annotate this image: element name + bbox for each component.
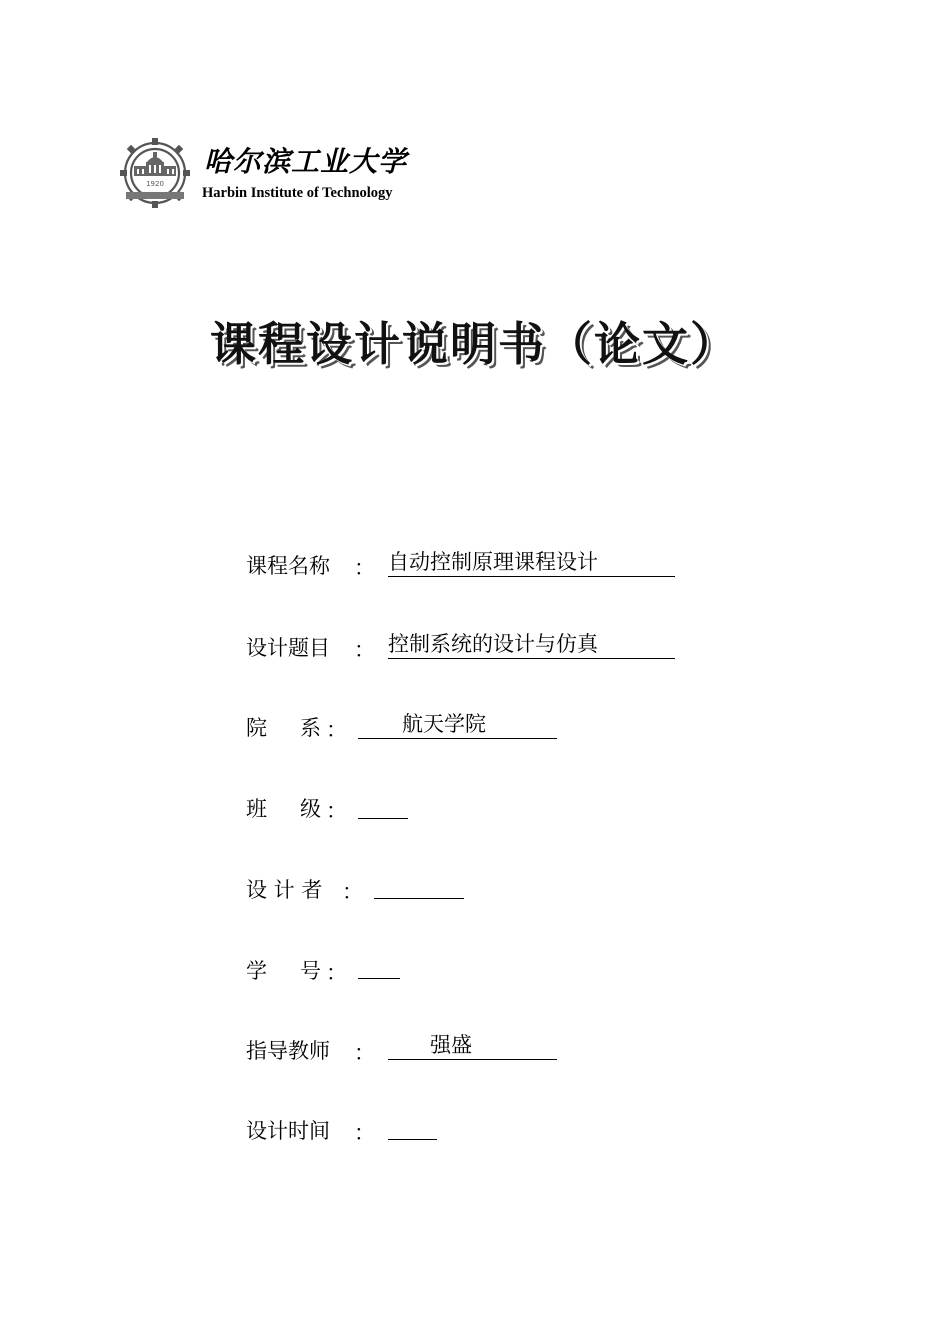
advisor-colon: ： xyxy=(354,1041,375,1065)
design-topic-value: 控制系统的设计与仿真 xyxy=(388,630,675,659)
design-topic-label: 设计题目 xyxy=(246,636,330,660)
student-id-colon: ： xyxy=(326,961,347,985)
department-colon: ： xyxy=(326,718,347,742)
department-label: 院 系 xyxy=(246,716,327,740)
course-name-label: 课程名称 xyxy=(246,554,330,578)
course-name-value: 自动控制原理课程设计 xyxy=(388,548,675,577)
student-id-label: 学 号 xyxy=(246,959,327,983)
class-value xyxy=(358,817,408,819)
course-name-colon: ： xyxy=(354,556,375,580)
university-name-cn: 哈尔滨工业大学 xyxy=(204,145,408,178)
university-name-en: Harbin Institute of Technology xyxy=(202,185,393,201)
design-topic-colon: ： xyxy=(354,638,375,662)
document-title: 课程设计说明书（论文） xyxy=(210,317,738,371)
designer-label: 设 计 者 xyxy=(246,878,323,902)
university-emblem-icon xyxy=(118,136,192,210)
advisor-value: 强盛 xyxy=(388,1031,557,1060)
department-value: 航天学院 xyxy=(358,710,557,739)
logo-year: 1920 xyxy=(146,180,164,188)
student-id-value xyxy=(358,977,400,979)
design-time-colon: ： xyxy=(354,1121,375,1145)
design-time-value xyxy=(388,1138,437,1140)
designer-colon: ： xyxy=(342,880,363,904)
advisor-label: 指导教师 xyxy=(246,1039,330,1063)
class-label: 班 级 xyxy=(246,797,327,821)
design-time-label: 设计时间 xyxy=(246,1119,330,1143)
class-colon: ： xyxy=(326,799,347,823)
designer-value xyxy=(374,897,464,899)
